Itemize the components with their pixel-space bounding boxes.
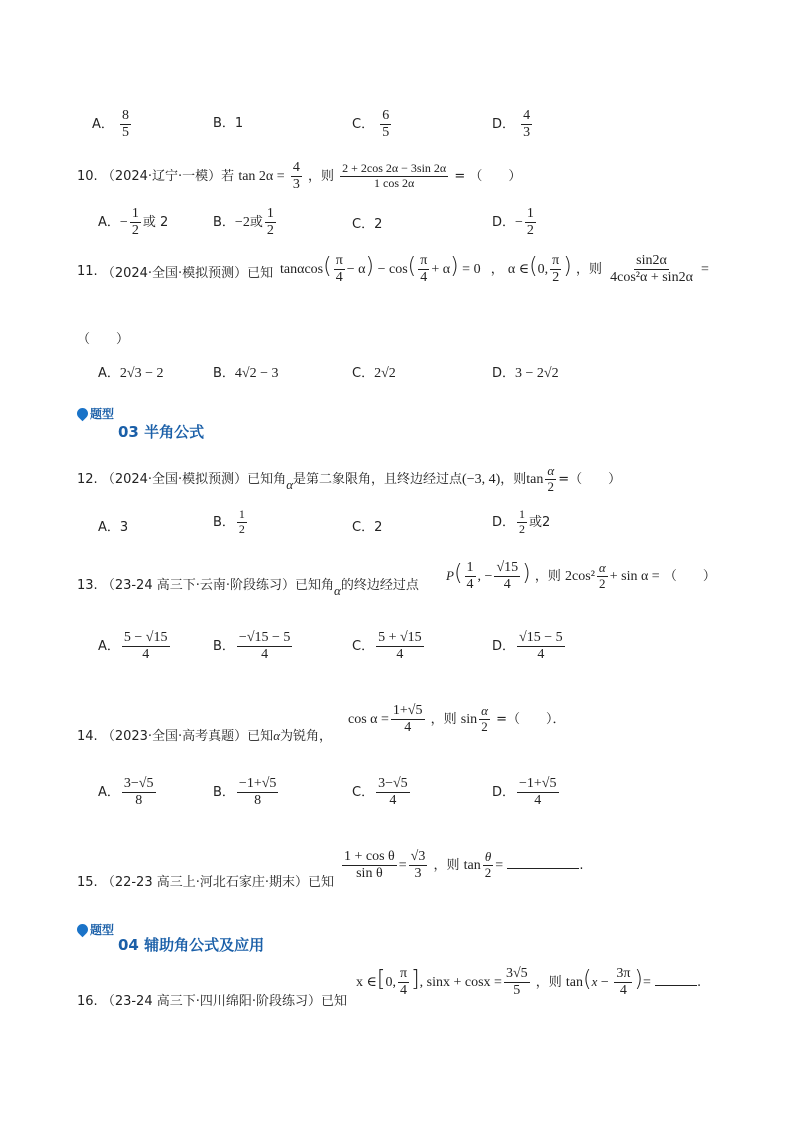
q12-option-a[interactable]: A．3 xyxy=(98,520,129,535)
q11-option-b[interactable]: B．4√2 − 3 xyxy=(213,366,279,381)
q9-option-d[interactable]: D． $\frac{4}{3}$ xyxy=(492,108,531,141)
q9-option-c[interactable]: C． $\frac{6}{5}$ xyxy=(352,108,390,141)
question-15: 15. （22-23 高三上·河北石家庄·期末）已知 xyxy=(77,875,335,890)
question-type-pin-icon xyxy=(75,922,91,938)
question-10: 10. （2024·辽宁·一模）若 tan 2α = $\frac{4}{3}$ ，则 $\frac{2 + 2\cos 2\alpha - 3\sin 2\alpha}{1 \cos 2\alpha}$ = （ ） xyxy=(77,160,522,193)
q11-option-a[interactable]: A．2√3 − 2 xyxy=(98,366,164,381)
q13-option-c[interactable]: C． $\frac{5 + √15}{4}$ xyxy=(352,630,422,663)
q16-condition: x ∈[0, $\frac{\pi}{4}$ ], sinx + cosx = $\frac{3√5}{5}$ ，则 tan(x − $\frac{3\pi}{4}$ )= . xyxy=(356,966,702,999)
question-12: 12. （2024·全国·模拟预测）已知角α是第二象限角，且终边经过点(−3, 4)，则tan $\frac{\alpha}{2}$ =（ ） xyxy=(77,463,622,494)
q11-option-c[interactable]: C．2√2 xyxy=(352,366,396,381)
q14-condition: cos α = $\frac{1+√5}{4}$ ，则 sin $\frac{\alpha}{2}$ =（ ）． xyxy=(348,703,566,736)
q15-answer-blank[interactable] xyxy=(507,868,579,869)
section-04-title: 04 辅助角公式及应用 xyxy=(118,936,265,954)
question-14: 14. （2023·全国·高考真题）已知α为锐角， xyxy=(77,728,333,744)
q12-option-d[interactable]: D． $\frac{1}{2}$ 或2 xyxy=(492,507,551,536)
q11-answer-paren: （ ） xyxy=(77,332,130,347)
section-04-tag: 题型 xyxy=(90,923,115,937)
section-03-title: 03 半角公式 xyxy=(118,423,205,441)
question-16: 16. （23-24 高三下·四川绵阳·阶段练习）已知 xyxy=(77,994,348,1009)
q14-option-c[interactable]: C． $\frac{3-√5}{4}$ xyxy=(352,776,408,809)
question-13: 13. （23-24 高三下·云南·阶段练习）已知角α的终边经过点 xyxy=(77,578,419,598)
q9-option-a[interactable]: A． $\frac{8}{5}$ xyxy=(92,108,130,141)
q12-option-c[interactable]: C．2 xyxy=(352,520,383,535)
q13-option-a[interactable]: A． $\frac{5 - √15}{4}$ xyxy=(98,630,168,663)
q13-option-b[interactable]: B． $\frac{-√15 - 5}{4}$ xyxy=(213,630,291,663)
q14-option-a[interactable]: A． $\frac{3-√5}{8}$ xyxy=(98,776,154,809)
q10-option-a[interactable]: A．− $\frac{1}{2}$ 或 2 xyxy=(98,206,169,239)
q11-option-d[interactable]: D．3 − 2√2 xyxy=(492,366,559,381)
q10-option-d[interactable]: D．− $\frac{1}{2}$ xyxy=(492,206,534,239)
q9-option-b[interactable]: B．1 xyxy=(213,116,244,131)
q10-option-c[interactable]: C．2 xyxy=(352,217,383,232)
q16-answer-blank[interactable] xyxy=(655,985,697,986)
q11-equation: tanαcos( $\frac{\pi}{4}$ − α) − cos( $\frac{\pi}{4}$ + α) = 0 ， α ∈(0, $\frac{\pi}{2}$ ) ，则 $\frac{\sin 2\alpha}{\text{4cos²α + sin2α}}$ = xyxy=(280,253,709,286)
question-11: 11. （2024·全国·模拟预测）已知 xyxy=(77,264,274,281)
q13-point: P( $\frac{1}{4}$ , − $\frac{√15}{4}$ ) ，则 2cos² $\frac{\alpha}{2}$ + sin α = （ ） xyxy=(446,560,716,593)
q13-option-d[interactable]: D． $\frac{√15 - 5}{4}$ xyxy=(492,630,563,663)
question-type-pin-icon xyxy=(75,406,91,422)
q14-option-b[interactable]: B． $\frac{-1+√5}{8}$ xyxy=(213,776,277,809)
q14-option-d[interactable]: D． $\frac{-1+√5}{4}$ xyxy=(492,776,557,809)
section-03-tag: 题型 xyxy=(90,407,115,421)
q12-option-b[interactable]: B． $\frac{1}{2}$ xyxy=(213,507,245,536)
q10-option-b[interactable]: B．−2或 $\frac{1}{2}$ xyxy=(213,206,274,239)
q15-condition: $\frac{\text{1 + cos θ}}{\text{sin θ}}$ = $\frac{√3}{3}$ ，则 tan $\frac{\theta}{2}$ = . xyxy=(344,849,584,882)
